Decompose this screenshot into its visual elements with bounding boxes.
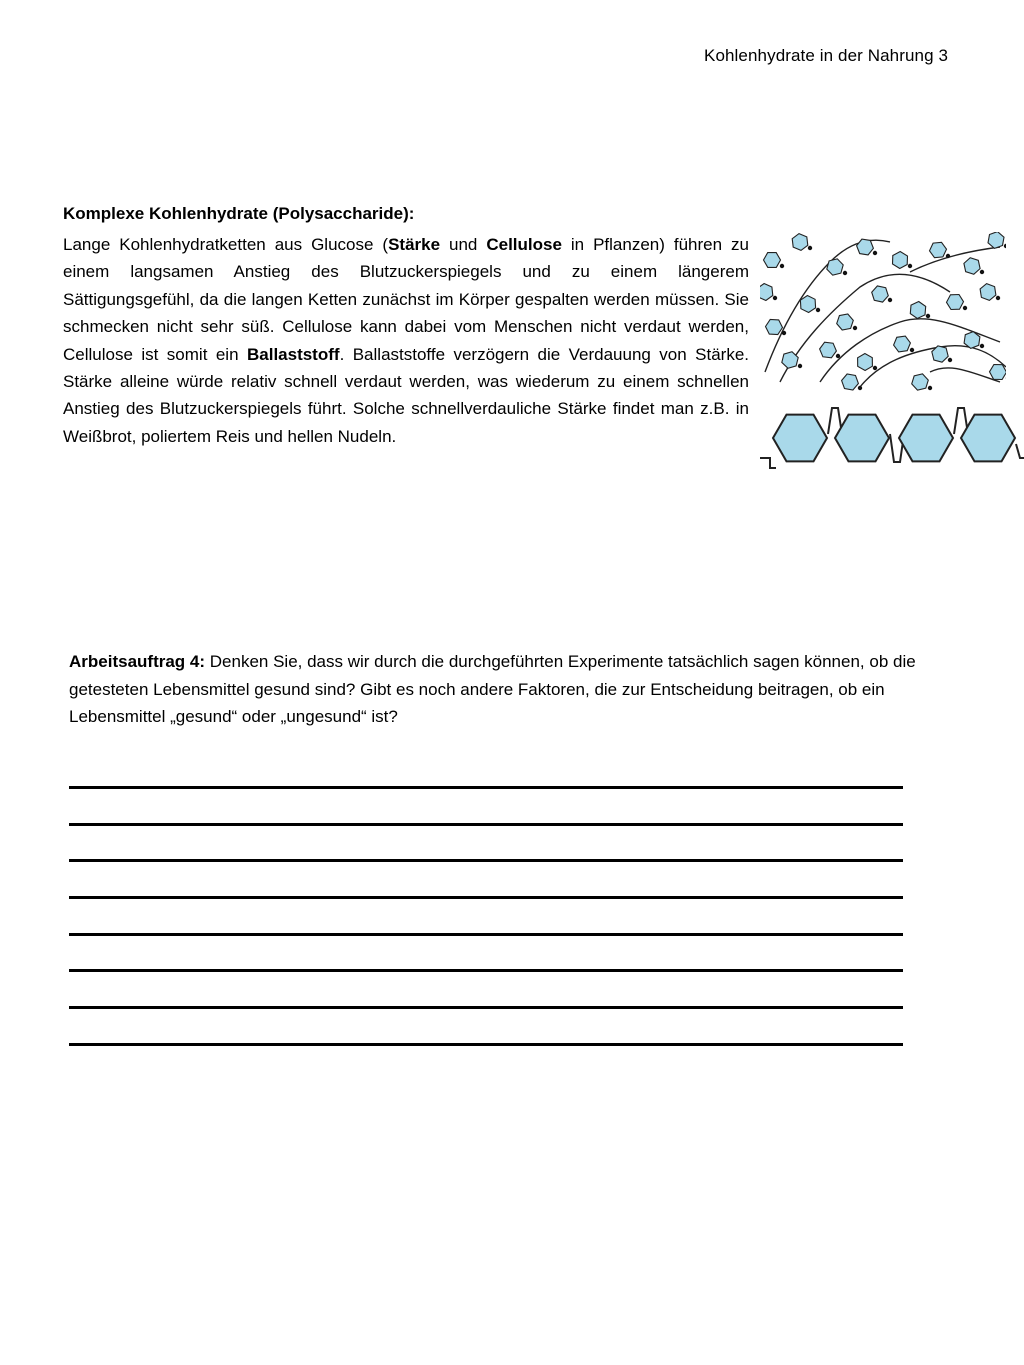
glucose-hexagon (782, 352, 798, 369)
oxygen-dot (980, 270, 984, 274)
glucose-hexagon (893, 252, 908, 269)
oxygen-dot (908, 264, 912, 268)
oxygen-dot (948, 358, 952, 362)
section-heading: Komplexe Kohlenhydrate (Polysaccharide): (63, 204, 415, 223)
answer-line[interactable] (69, 933, 903, 936)
glucose-hexagon (894, 336, 911, 352)
glucose-hexagon (842, 374, 859, 390)
cellulose-chain-illustration (758, 404, 1024, 476)
starch-branched-molecule-illustration (760, 232, 1006, 392)
paragraph-text: und (440, 235, 487, 254)
answer-line[interactable] (69, 859, 903, 862)
chain-bond (930, 368, 1000, 382)
glucose-hexagon (912, 374, 929, 390)
oxygen-dot (782, 331, 786, 335)
answer-line[interactable] (69, 969, 903, 972)
answer-line[interactable] (69, 823, 903, 826)
glucose-hexagon (857, 239, 874, 255)
oxygen-dot (858, 386, 862, 390)
oxygen-dot (798, 364, 802, 368)
oxygen-dot (928, 386, 932, 390)
glucose-hexagon (990, 365, 1007, 380)
oxygen-dot (853, 326, 857, 330)
task-label: Arbeitsauftrag 4: (69, 652, 206, 671)
oxygen-dot (780, 264, 784, 268)
paragraph-text: . Ballaststoffe verzögern die Verdauung von Stärke. Stärke alleine würde relativ schnell verdaut werden, was wiederum zu einem schnellen Anstieg des Blutzuckerspiegels führt. Solche schnellverdauliche Stärke findet man z.B. in Weißbrot, poliertem Reis und hellen Nudeln. (63, 344, 749, 446)
glucose-hexagon (835, 415, 889, 462)
paragraph-text: in Pflanzen) führen zu einem langsamen Anstieg des Blutzuckerspiegels und zu einem längerem Sättigungsgefühl, da die langen Ketten zunächst im Körper gespalten werden müssen. Sie schmecken nicht sehr süß. Cellulose kann dabei vom Menschen nicht verdaut werden, Cellulose ist somit ein (63, 235, 749, 364)
oxygen-dot (808, 246, 812, 250)
page-header-title: Kohlenhydrate in der Nahrung 3 (704, 46, 948, 65)
glucose-hexagon (964, 258, 980, 275)
glucose-hexagon (792, 234, 808, 251)
chain-bond (910, 247, 1000, 272)
oxygen-dot (996, 296, 1000, 300)
oxygen-dot (888, 298, 892, 302)
glucose-hexagon (910, 302, 925, 319)
oxygen-dot (843, 271, 847, 275)
glucose-hexagon (930, 242, 947, 257)
oxygen-dot (816, 308, 820, 312)
bold-term: Ballaststoff (246, 344, 340, 364)
oxygen-dot (1004, 244, 1006, 248)
oxygen-dot (836, 354, 840, 358)
glucose-hexagon (980, 284, 996, 301)
oxygen-dot (910, 348, 914, 352)
task-block (69, 648, 919, 731)
task-text: Denken Sie, dass wir durch die durchgeführten Experimente tatsächlich sagen können, ob die getesteten Lebensmittel gesund sind? Gibt es noch andere Faktoren, die zur Entscheidung beitragen, ob ein Lebensmittel „gesund“ oder „ungesund“ ist? (69, 652, 916, 727)
oxygen-dot (926, 314, 930, 318)
answer-lines (69, 786, 903, 1080)
glucose-hexagon (764, 253, 781, 268)
glucose-hexagon (837, 314, 854, 330)
answer-line[interactable] (69, 1043, 903, 1046)
oxygen-dot (773, 296, 777, 300)
oxygen-dot (980, 344, 984, 348)
answer-line[interactable] (69, 896, 903, 899)
section-paragraph (63, 231, 749, 450)
glucose-hexagon (820, 342, 837, 358)
glucose-hexagon (872, 286, 889, 302)
glucose-hexagon (947, 295, 964, 310)
glucose-hexagon (800, 296, 815, 313)
glucose-hexagon (899, 415, 953, 462)
glucose-hexagon (961, 415, 1015, 462)
oxygen-dot (873, 251, 877, 255)
glucose-hexagon (766, 319, 783, 334)
glucose-hexagon (988, 232, 1004, 248)
paragraph-text: Lange Kohlenhydratketten aus Glucose ( (63, 235, 389, 254)
glucose-hexagon (858, 354, 873, 371)
glucose-hexagon (760, 284, 773, 301)
oxygen-dot (963, 306, 967, 310)
oxygen-dot (946, 254, 950, 258)
glucose-hexagon (773, 415, 827, 462)
glucose-hexagon (827, 259, 843, 275)
oxygen-dot (873, 366, 877, 370)
bold-term: Stärke (388, 235, 441, 254)
bold-term: Cellulose (486, 235, 562, 254)
answer-line[interactable] (69, 786, 903, 789)
answer-line[interactable] (69, 1006, 903, 1009)
